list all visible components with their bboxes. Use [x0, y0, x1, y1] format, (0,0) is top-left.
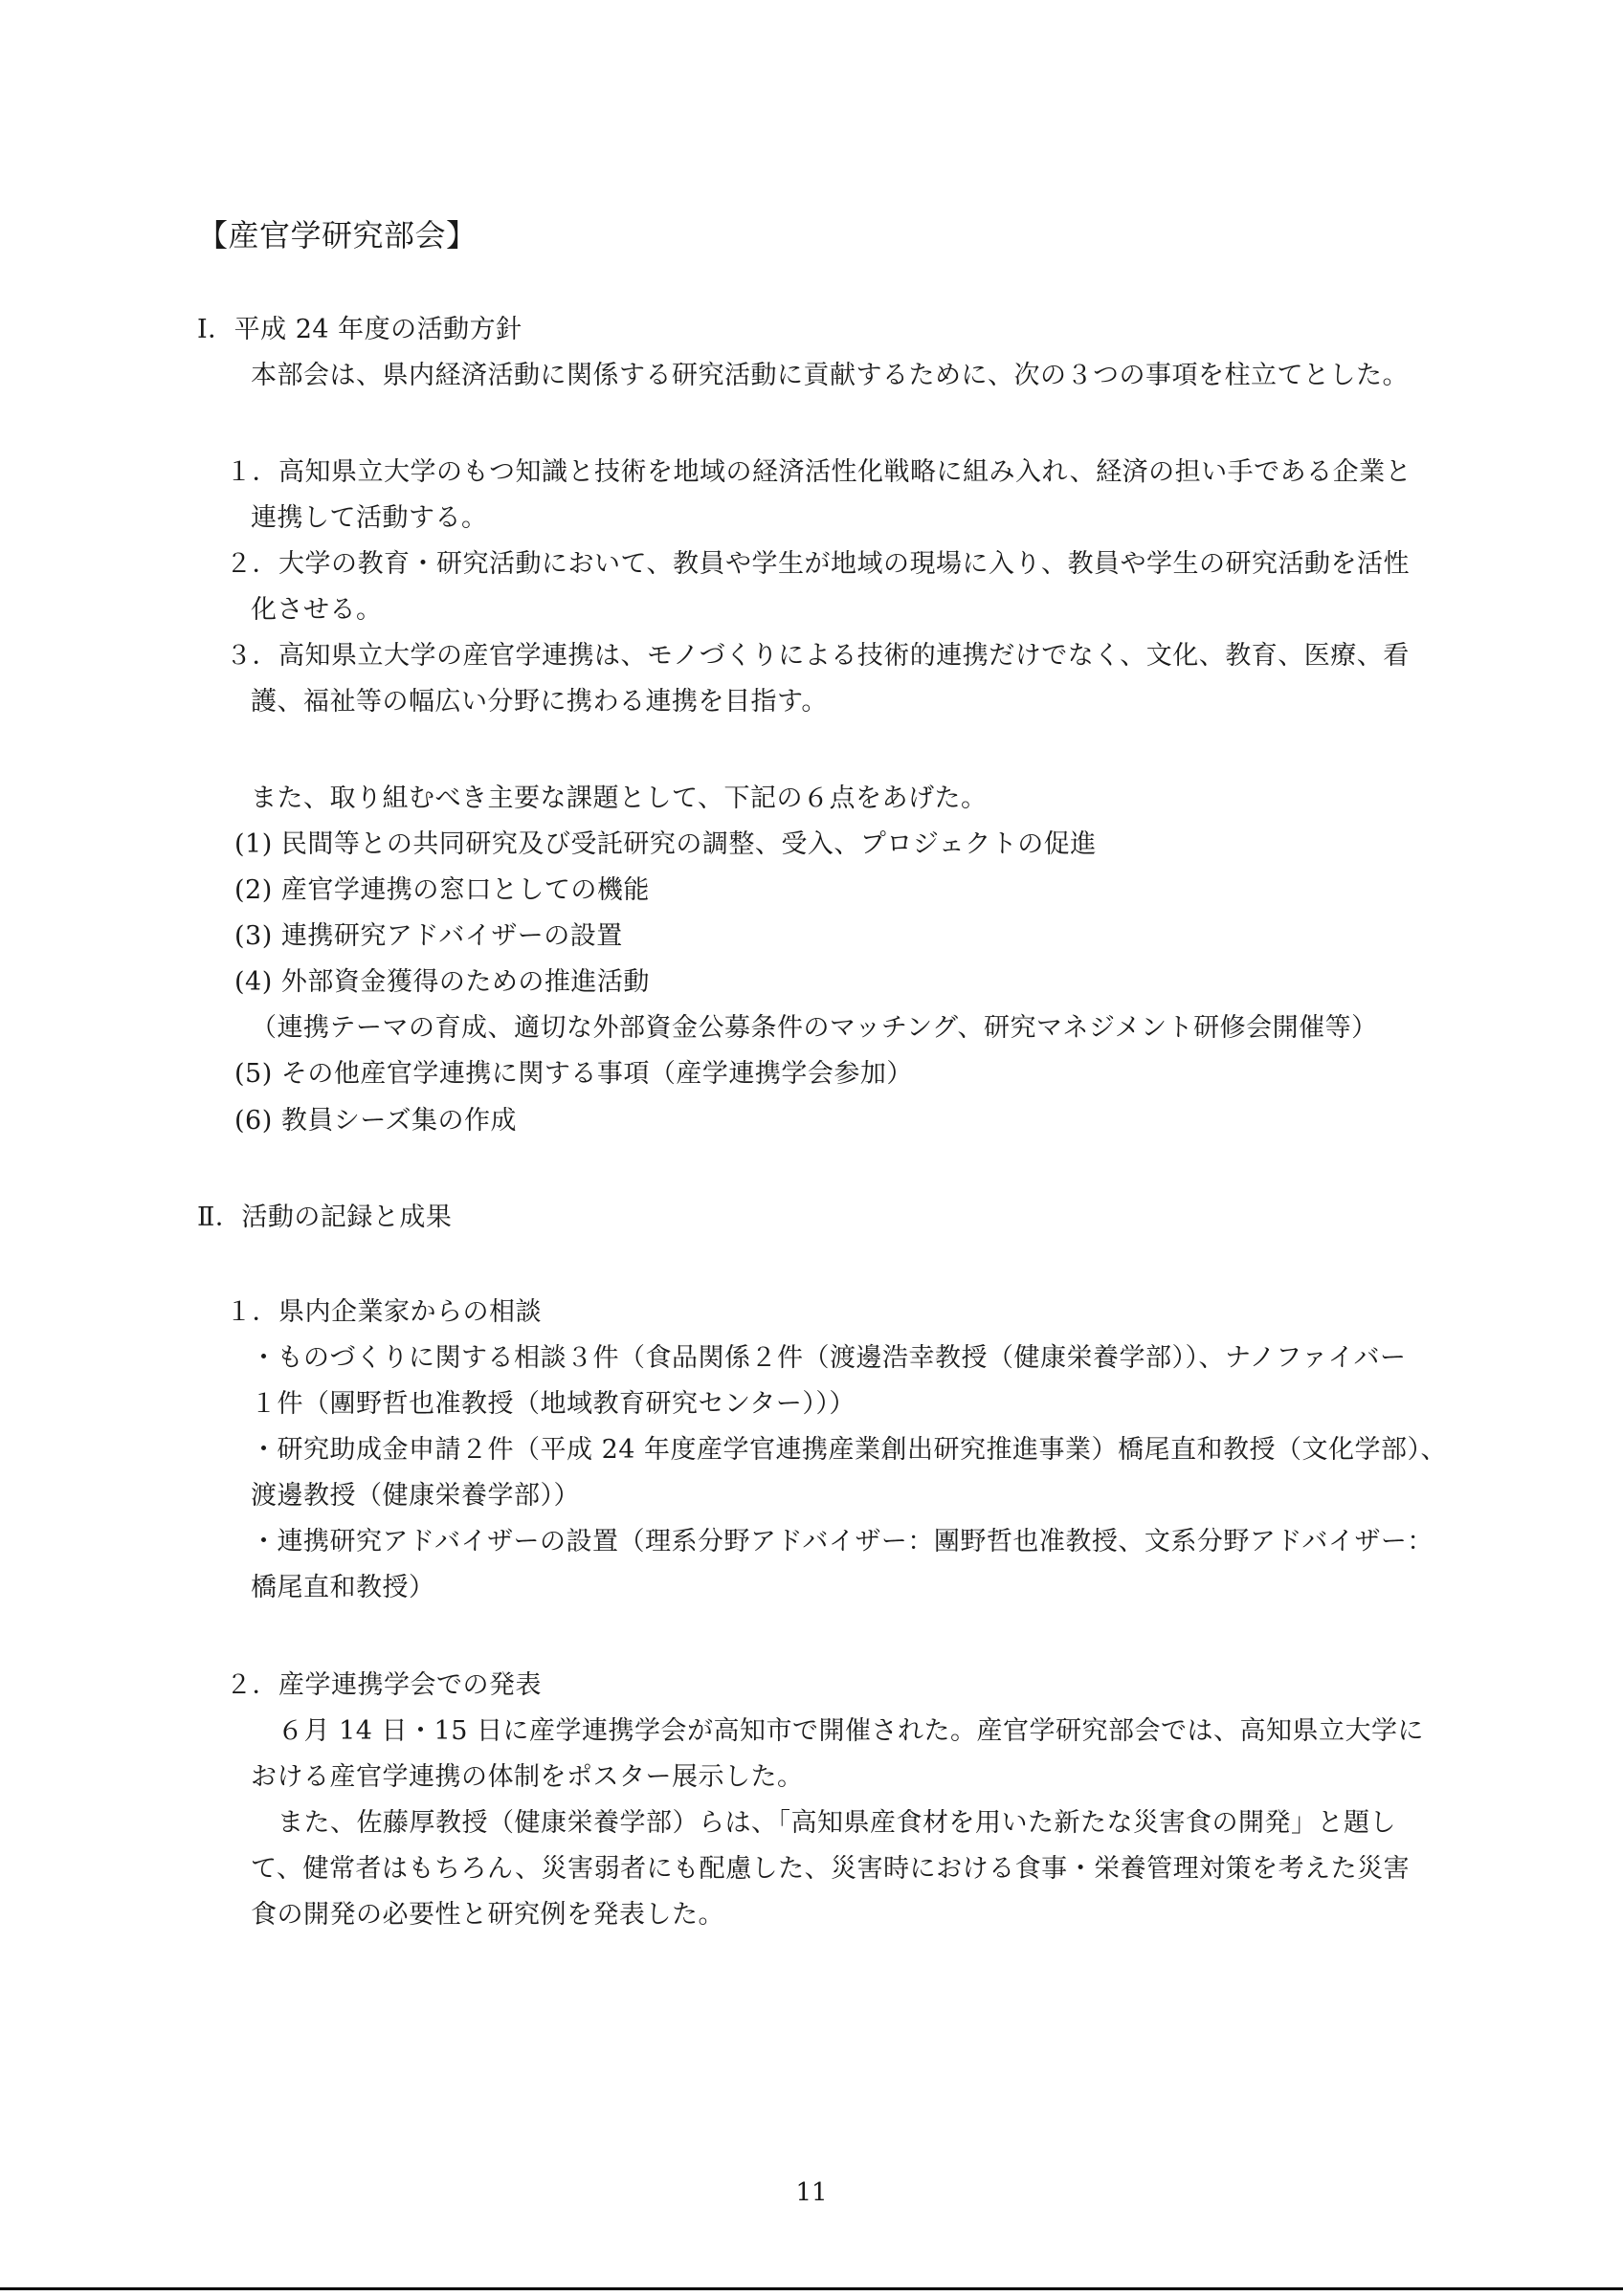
consultation-line-1: ・ものづくりに関する相談３件（食品関係２件（渡邊浩幸教授（健康栄養学部））、ナノファイバー	[251, 1343, 1407, 1373]
issues-intro: また、取り組むべき主要な課題として、下記の６点をあげた。	[251, 784, 988, 813]
page-number: 11	[795, 2178, 828, 2207]
consultation-line-3: ・研究助成金申請２件（平成 24 年度産学官連携産業創出研究推進事業）橋尾直和教授（文化学部）、	[251, 1435, 1448, 1465]
issue-item-2: (2) 産官学連携の窓口としての機能	[234, 875, 650, 905]
pillar-item-3: ３．高知県立大学の産官学連携は、モノづくりによる技術的連携だけでなく、文化、教育、医療、看	[226, 641, 1410, 671]
consultation-line-6: 橋尾直和教授）	[251, 1573, 435, 1602]
pillar-item-3-continued: 護、福祉等の幅広い分野に携わる連携を目指す。	[251, 687, 828, 717]
presentation-line-1: ６月 14 日・15 日に産学連携学会が高知市で開催された。産官学研究部会では、高知県立大学に	[278, 1716, 1424, 1746]
pillar-item-2-continued: 化させる。	[251, 595, 383, 625]
presentation-line-2: おける産官学連携の体制をポスター展示した。	[251, 1762, 804, 1792]
section-1-heading: Ⅰ．平成 24 年度の活動方針	[197, 315, 522, 344]
consultation-line-4: 渡邊教授（健康栄養学部））	[251, 1481, 580, 1511]
pillar-item-1-continued: 連携して活動する。	[251, 503, 488, 533]
presentation-line-4: て、健常者はもちろん、災害弱者にも配慮した、災害時における食事・栄養管理対策を考えた災害	[251, 1854, 1411, 1884]
pillar-item-2: ２．大学の教育・研究活動において、教員や学生が地域の現場に入り、教員や学生の研究活動を活性	[226, 549, 1410, 579]
issue-item-4: (4) 外部資金獲得のための推進活動	[234, 967, 650, 997]
section-2-heading: Ⅱ．活動の記録と成果	[197, 1203, 453, 1232]
section-title: 【産官学研究部会】	[197, 217, 478, 254]
issue-item-3: (3) 連携研究アドバイザーの設置	[234, 921, 623, 951]
issue-item-1: (1) 民間等との共同研究及び受託研究の調整、受入、プロジェクトの促進	[234, 829, 1097, 859]
pillar-item-1: １．高知県立大学のもつ知識と技術を地域の経済活性化戦略に組み入れ、経済の担い手である企業と	[226, 457, 1412, 487]
issue-item-6: (6) 教員シーズ集の作成	[234, 1106, 517, 1136]
issue-item-5: (5) その他産官学連携に関する事項（産学連携学会参加）	[234, 1059, 913, 1089]
issue-item-4-note: （連携テーマの育成、適切な外部資金公募条件のマッチング、研究マネジメント研修会開催等）	[251, 1013, 1378, 1043]
presentation-line-3: また、佐藤厚教授（健康栄養学部）らは、「高知県産食材を用いた新たな災害食の開発」と題し	[278, 1808, 1396, 1838]
subsection-2-heading: ２．産学連携学会での発表	[226, 1670, 542, 1700]
subsection-1-heading: １．県内企業家からの相談	[226, 1297, 542, 1327]
consultation-line-2: １件（團野哲也准教授（地域教育研究センター）））	[251, 1389, 856, 1419]
section-1-intro: 本部会は、県内経済活動に関係する研究活動に貢献するために、次の３つの事項を柱立てとした。	[251, 361, 1409, 390]
page-bottom-border	[0, 2287, 1623, 2290]
presentation-line-5: 食の開発の必要性と研究例を発表した。	[251, 1900, 724, 1930]
consultation-line-5: ・連携研究アドバイザーの設置（理系分野アドバイザー：團野哲也准教授、文系分野アドバイザー：	[251, 1527, 1434, 1556]
